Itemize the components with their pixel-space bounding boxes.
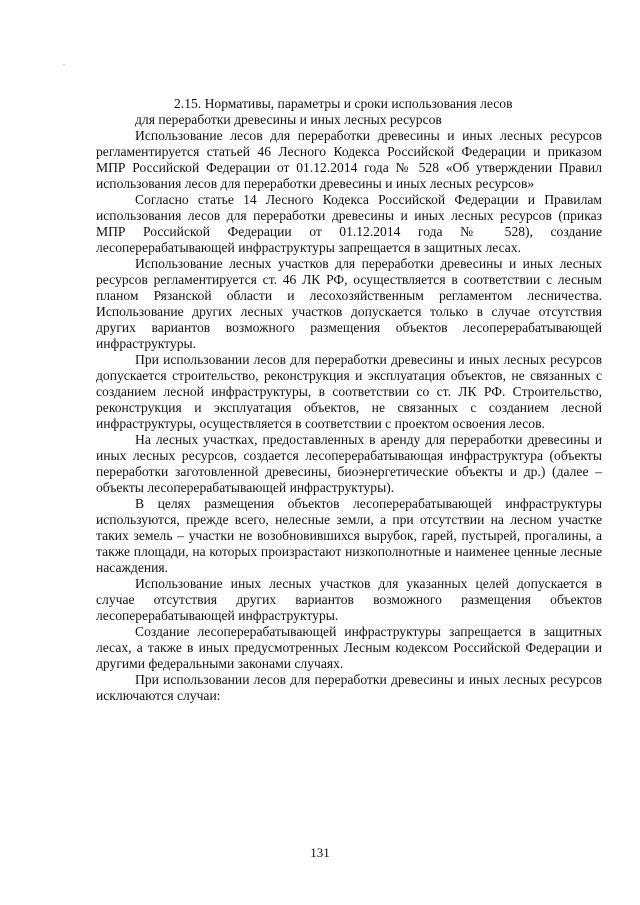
scan-speck (63, 64, 65, 65)
paragraph: Использование лесов для переработки древесины и иных лесных ресурсов регламентируется статьей 46 Лесного Кодекса Российской Федерации и приказом МПР Российской Федерации от 01.12.2014 года № 528 «Об утверждении Правил использования лесов для переработки древесины и иных лесных ресурсов» (96, 128, 602, 191)
document-body (96, 96, 602, 704)
section-heading (96, 96, 602, 128)
page-number: 131 (310, 845, 330, 860)
paragraph: При использовании лесов для переработки древесины и иных лесных ресурсов исключаются случаи: (96, 672, 602, 703)
paragraph: Создание лесоперерабатывающей инфраструктуры запрещается в защитных лесах, а также в иных предусмотренных Лесным кодексом Российской Федерации и другими федеральными законами случаях. (96, 624, 602, 671)
section-heading-line-2: для переработки древесины и иных лесных ресурсов (135, 112, 442, 127)
paragraph: В целях размещения объектов лесоперерабатывающей инфраструктуры используются, прежде всего, нелесные земли, а при отсутствии на лесном участке таких земель – участки не возобновившихся вырубок, гарей, пустырей, прогалины, а также площади, на которых произрастают низкополнотные и наименее ценные лесные насаждения. (96, 496, 602, 575)
paragraph: При использовании лесов для переработки древесины и иных лесных ресурсов допускается строительство, реконструкция и эксплуатация объектов, не связанных с созданием лесной инфраструктуры, в соответствии со ст. ЛК РФ. Строительство, реконструкция и эксплуатация объектов, не связанных с созданием лесной инфраструктуры, осуществляется в соответствии с проектом освоения лесов. (96, 352, 602, 431)
paragraph: На лесных участках, предоставленных в аренду для переработки древесины и иных лесных ресурсов, создается лесоперерабатывающая инфраструктура (объекты переработки заготовленной древесины, биоэнергетические объекты и др.) (далее – объекты лесоперерабатывающей инфраструктуры). (96, 432, 602, 495)
paragraph: Использование иных лесных участков для указанных целей допускается в случае отсутствия других вариантов возможного размещения объектов лесоперерабатывающей инфраструктуры. (96, 576, 602, 623)
paragraph: Использование лесных участков для переработки древесины и иных лесных ресурсов регламентируется ст. 46 ЛК РФ, осуществляется в соответствии с лесным планом Рязанской области и лесохозяйственным регламентом лесничества. Использование других лесных участков допускается только в случае отсутствия других вариантов возможного размещения объектов лесоперерабатывающей инфраструктуры. (96, 256, 602, 351)
paragraph: Согласно статье 14 Лесного Кодекса Российской Федерации и Правилам использования лесов для переработки древесины и иных лесных ресурсов (приказ МПР Российской Федерации от 01.12.2014 года № 528), создание лесоперерабатывающей инфраструктуры запрещается в защитных лесах. (96, 192, 602, 255)
section-heading-line-1: 2.15. Нормативы, параметры и сроки использования лесов (174, 96, 513, 111)
